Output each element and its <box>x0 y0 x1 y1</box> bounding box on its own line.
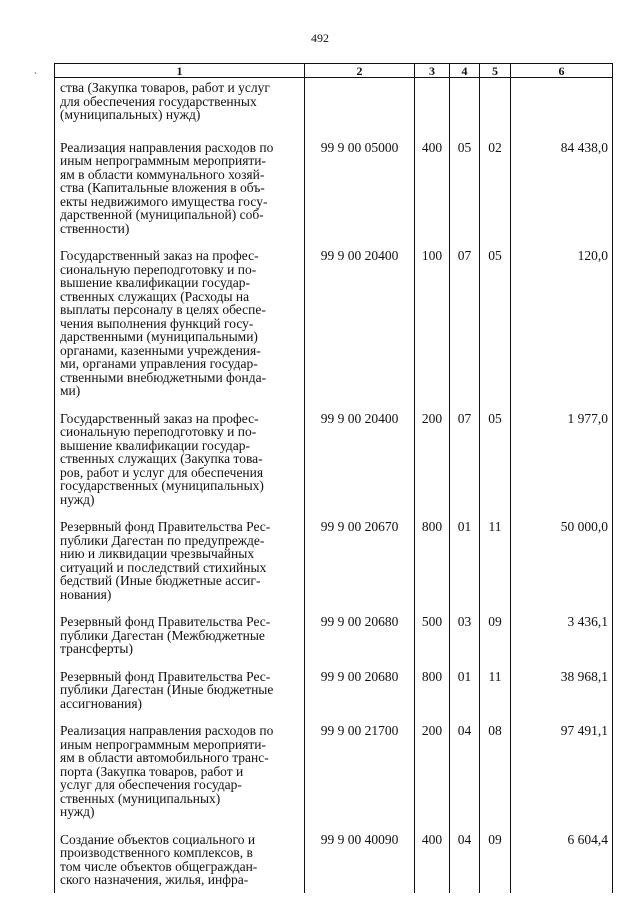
description-line: ми) <box>60 383 81 398</box>
description-line: том числе объектов общеграждан- <box>60 858 258 874</box>
description-line: порта (Закупка товаров, работ и <box>60 763 244 779</box>
row-description <box>55 833 305 893</box>
description-line: дарственными (муниципальными) <box>60 329 258 344</box>
description-line: Резервный фонд Правительства Рес- <box>60 668 271 684</box>
column-header-6: 6 <box>511 64 613 78</box>
row-description <box>55 249 305 412</box>
budget-code: 99 9 00 20400 <box>305 412 415 521</box>
budget-code: 99 9 00 20680 <box>305 615 415 670</box>
description-line: (муниципальных) нужд) <box>60 107 201 122</box>
description-line: Государственный заказ на профес- <box>60 410 259 426</box>
description-line: Резервный фонд Правительства Рес- <box>60 519 271 534</box>
budget-code: 99 9 00 40090 <box>305 833 415 893</box>
amount: 97 491,1 <box>511 724 613 833</box>
amount: 38 968,1 <box>511 670 613 725</box>
column-header-3: 3 <box>415 64 450 78</box>
amount: 1 977,0 <box>511 412 613 521</box>
subsection-code: 08 <box>480 724 511 833</box>
expense-type: 500 <box>415 615 450 670</box>
table-row <box>55 724 613 833</box>
description-line: сиональную переподготовку и по- <box>60 424 257 439</box>
table-row <box>55 670 613 725</box>
description-line: ственных служащих (Расходы на <box>60 288 250 304</box>
description-line: бедствий (Иные бюджетные ассиг- <box>60 573 261 588</box>
description-line: производственного комплексов, в <box>60 845 253 860</box>
column-header-1: 1 <box>55 64 305 78</box>
description-line: вышение квалификации государ- <box>60 437 250 453</box>
expense-type: 400 <box>415 141 450 250</box>
table-row <box>55 78 613 141</box>
expense-type: 800 <box>415 520 450 615</box>
subsection-code: 09 <box>480 615 511 670</box>
row-description <box>55 615 305 670</box>
amount <box>511 78 613 141</box>
description-line: государственных (муниципальных) <box>60 478 264 493</box>
expense-type: 800 <box>415 670 450 725</box>
subsection-code <box>480 78 511 141</box>
row-description <box>55 141 305 250</box>
description-line: нию и ликвидации чрезвычайных <box>60 546 255 561</box>
description-line: сиональную переподготовку и по- <box>60 261 257 277</box>
description-line: выплаты персоналу в целях обеспе- <box>60 302 266 317</box>
row-description <box>55 78 305 141</box>
description-line: ситуаций и последствий стихийных <box>60 559 267 575</box>
description-line: ственных (муниципальных) <box>60 790 221 806</box>
expense-type <box>415 78 450 141</box>
section-code <box>450 78 480 141</box>
subsection-code: 05 <box>480 249 511 412</box>
description-line: нования) <box>60 586 112 602</box>
section-code: 07 <box>450 412 480 521</box>
description-line: нужд) <box>60 491 95 507</box>
description-line: ства (Капитальные вложения в объ- <box>60 180 265 195</box>
description-line: Реализация направления расходов по <box>60 139 274 155</box>
budget-code <box>305 78 415 141</box>
page-number: 492 <box>311 31 329 45</box>
description-line: трансферты) <box>60 641 133 656</box>
description-line: иным непрограммным мероприяти- <box>60 736 267 752</box>
description-line: Создание объектов социального и <box>60 831 256 847</box>
description-line: органами, казенными учреждения- <box>60 342 261 358</box>
description-line: ассигнования) <box>60 695 143 711</box>
budget-code: 99 9 00 20400 <box>305 249 415 412</box>
column-header-2: 2 <box>305 64 415 78</box>
table-row <box>55 615 613 670</box>
description-line: ров, работ и услуг для обеспечения <box>60 464 264 480</box>
description-line: ства (Закупка товаров, работ и услуг <box>60 80 270 95</box>
description-line: публики Дагестан (Иные бюджетные <box>60 682 274 697</box>
table-row <box>55 141 613 250</box>
subsection-code: 11 <box>480 520 511 615</box>
description-line: ственными внебюджетными фонда- <box>60 369 267 385</box>
description-line: Государственный заказ на профес- <box>60 248 259 263</box>
table-row <box>55 520 613 615</box>
budget-code: 99 9 00 20680 <box>305 670 415 725</box>
description-line: Реализация направления расходов по <box>60 723 274 738</box>
subsection-code: 05 <box>480 412 511 521</box>
table-header <box>55 64 613 78</box>
budget-code: 99 9 00 20670 <box>305 520 415 615</box>
description-line: ям в области автомобильного транс- <box>60 750 269 765</box>
section-code: 04 <box>450 833 480 893</box>
description-line: вышение квалификации государ- <box>60 275 250 290</box>
description-line: ям в области коммунального хозяй- <box>60 166 265 182</box>
column-header-5: 5 <box>480 64 511 78</box>
description-line: ственности) <box>60 220 130 236</box>
budget-code: 99 9 00 21700 <box>305 724 415 833</box>
header-row <box>55 64 613 78</box>
amount: 6 604,4 <box>511 833 613 893</box>
section-code: 07 <box>450 249 480 412</box>
section-code: 03 <box>450 615 480 670</box>
description-line: ственных служащих (Закупка това- <box>60 451 263 466</box>
description-line: чения выполнения функций госу- <box>60 315 254 331</box>
table-row <box>55 249 613 412</box>
section-code: 04 <box>450 724 480 833</box>
description-line: ми, органами управления государ- <box>60 356 258 371</box>
section-code: 01 <box>450 670 480 725</box>
expense-type: 100 <box>415 249 450 412</box>
row-description <box>55 724 305 833</box>
row-description <box>55 412 305 521</box>
description-line: иным непрограммным мероприяти- <box>60 153 267 168</box>
column-header-4: 4 <box>450 64 480 78</box>
amount: 50 000,0 <box>511 520 613 615</box>
description-line: екты недвижимого имущества госу- <box>60 193 268 209</box>
section-code: 01 <box>450 520 480 615</box>
amount: 84 438,0 <box>511 141 613 250</box>
budget-code: 99 9 00 05000 <box>305 141 415 250</box>
subsection-code: 09 <box>480 833 511 893</box>
row-description <box>55 520 305 615</box>
table-body <box>55 78 613 893</box>
row-description <box>55 670 305 725</box>
budget-table <box>54 63 613 893</box>
description-line: дарственной (муниципальной) соб- <box>60 207 264 222</box>
table-row <box>55 833 613 893</box>
description-line: услуг для обеспечения государ- <box>60 777 242 792</box>
subsection-code: 02 <box>480 141 511 250</box>
description-line: для обеспечения государственных <box>60 93 257 109</box>
description-line: нужд) <box>60 804 95 819</box>
stray-mark: ` <box>34 72 38 83</box>
subsection-code: 11 <box>480 670 511 725</box>
description-line: Резервный фонд Правительства Рес- <box>60 614 271 629</box>
expense-type: 200 <box>415 412 450 521</box>
expense-type: 400 <box>415 833 450 893</box>
description-line: ского назначения, жилья, инфра- <box>60 872 249 887</box>
amount: 3 436,1 <box>511 615 613 670</box>
description-line: публики Дагестан по предупрежде- <box>60 532 265 548</box>
table-row <box>55 412 613 521</box>
description-line: публики Дагестан (Межбюджетные <box>60 627 265 643</box>
section-code: 05 <box>450 141 480 250</box>
expense-type: 200 <box>415 724 450 833</box>
amount: 120,0 <box>511 249 613 412</box>
